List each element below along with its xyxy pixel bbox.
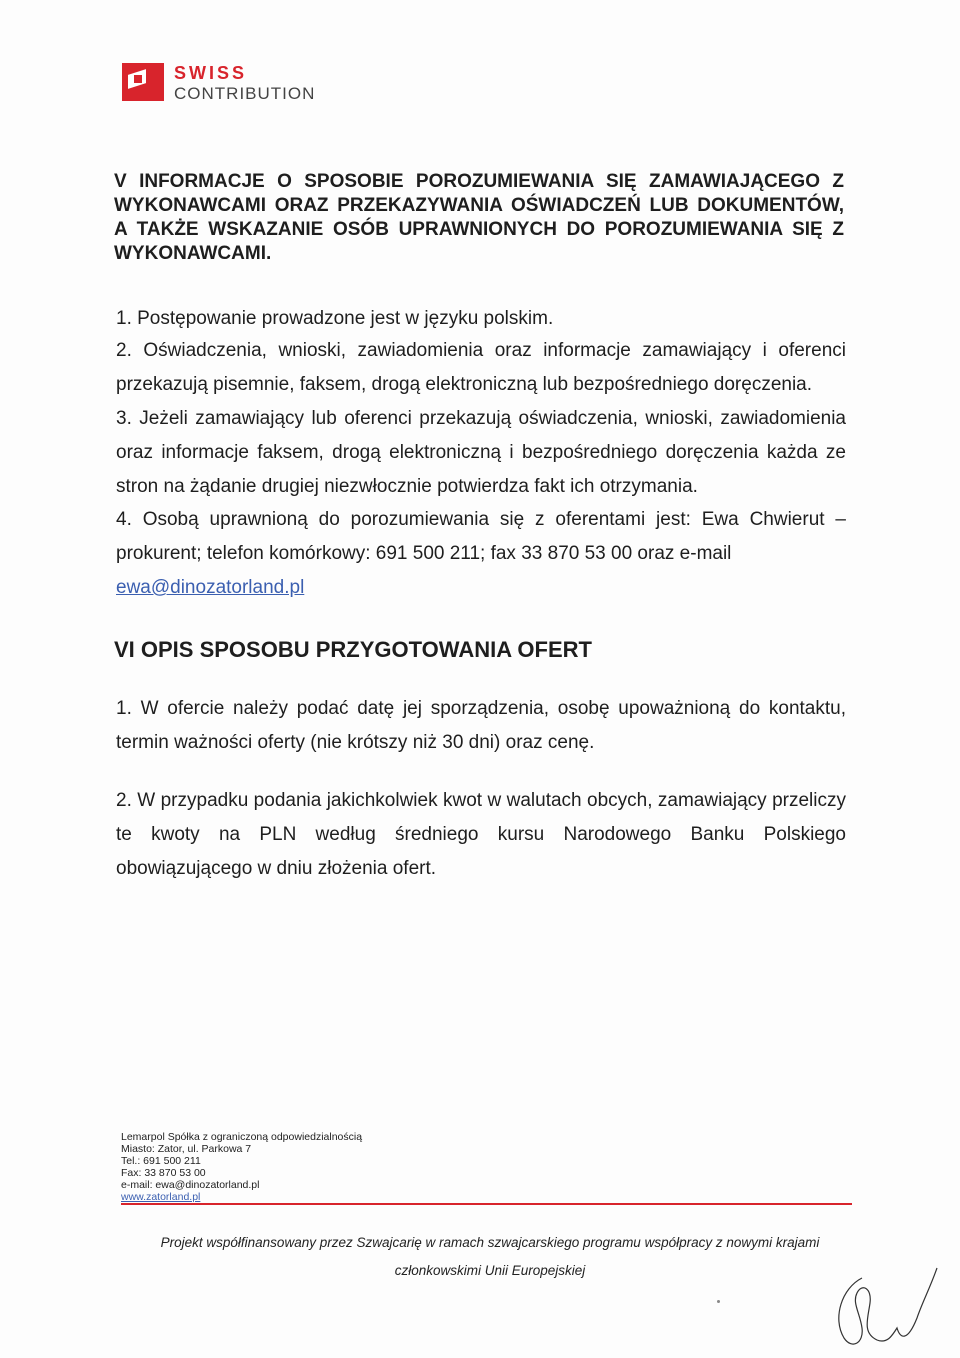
- footer-company-info: [121, 1131, 362, 1203]
- section-v-item-2: 2. Oświadczenia, wnioski, zawiadomienia oraz informacje zamawiający i oferenci przekazują pisemnie, faksem, drogą elektroniczną lub bezpośredniego doręczenia.: [116, 340, 846, 395]
- funding-note-line-1: Projekt współfinansowany przez Szwajcarię w ramach szwajcarskiego programu współpracy z nowymi krajami: [160, 1235, 820, 1250]
- logo-brand: SWISS: [174, 63, 248, 83]
- footer-funding-note: [130, 1229, 850, 1285]
- section-vi-heading: VI OPIS SPOSOBU PRZYGOTOWANIA OFERT: [114, 637, 592, 662]
- footer-city: Miasto: Zator, ul. Parkowa 7: [121, 1143, 252, 1155]
- funding-note-line-2: członkowskimi Unii Europejskiej: [394, 1263, 586, 1278]
- logo-subtitle: CONTRIBUTION: [174, 84, 316, 103]
- section-vi-item-2: 2. W przypadku podania jakichkolwiek kwot w walutach obcych, zamawiający przeliczy te kwoty na PLN według średniego kursu Narodowego Banku Polskiego obowiązującego w dniu złożenia ofert.: [116, 790, 846, 879]
- scan-dot: [717, 1300, 720, 1303]
- section-v-heading: V INFORMACJE O SPOSOBIE POROZUMIEWANIA SIĘ ZAMAWIAJĄCEGO Z WYKONAWCAMI ORAZ PRZEKAZYWANIA OŚWIADCZEŃ LUB DOKUMENTÓW, A TAKŻE WSKAZANIE OSÓB UPRAWNIONYCH DO POROZUMIEWANIA SIĘ Z WYKONAWCAMI.: [114, 171, 844, 264]
- swiss-contribution-logo: [122, 63, 315, 102]
- footer-website-link[interactable]: www.zatorland.pl: [121, 1191, 201, 1203]
- footer-company: Lemarpol Spółka z ograniczoną odpowiedzialnością: [121, 1131, 363, 1143]
- section-v-item-4: [116, 503, 846, 605]
- section-v-item-1: 1. Postępowanie prowadzone jest w języku polskim.: [116, 308, 554, 329]
- section-vi-item-1: 1. W ofercie należy podać datę jej sporządzenia, osobę upoważnioną do kontaktu, termin ważności oferty (nie krótszy niż 30 dni) oraz cenę.: [116, 698, 846, 753]
- footer-divider: [121, 1203, 852, 1205]
- contact-email-link[interactable]: ewa@dinozatorland.pl: [116, 577, 305, 598]
- swiss-flag-icon: [122, 63, 164, 101]
- footer-tel: Tel.: 691 500 211: [121, 1155, 201, 1167]
- footer-email: e-mail: ewa@dinozatorland.pl: [121, 1179, 260, 1191]
- handwritten-signature: [822, 1258, 942, 1358]
- contact-person-text: 4. Osobą uprawnioną do porozumiewania się z oferentami jest: Ewa Chwierut – prokurent; telefon komórkowy: 691 500 211; fax 33 870 53 00 oraz e-mail: [116, 509, 846, 564]
- section-v-item-3: 3. Jeżeli zamawiający lub oferenci przekazują oświadczenia, wnioski, zawiadomienia oraz informacje faksem, drogą elektroniczną i bezpośredniego doręczenia każda ze stron na żądanie drugiej niezwłocznie potwierdza fakt ich otrzymania.: [116, 408, 846, 497]
- footer-fax: Fax: 33 870 53 00: [121, 1167, 206, 1179]
